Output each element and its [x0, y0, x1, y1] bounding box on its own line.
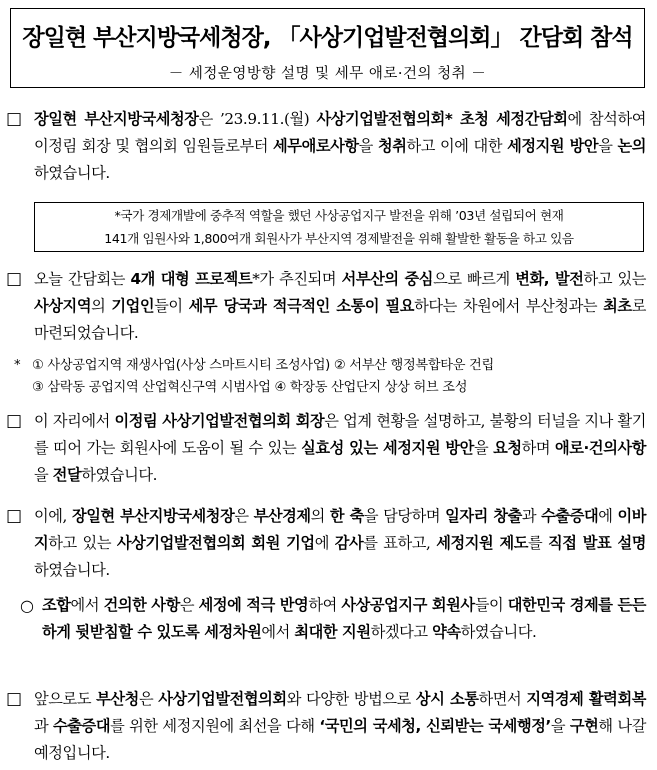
square-bullet-icon: □ [6, 411, 22, 431]
square-bullet-icon: □ [6, 269, 22, 289]
project-footnote-line-1: ① 사상공업지역 재생사업(사상 스마트시티 조성사업) ② 서부산 행정복합타운 건립 [32, 358, 494, 373]
paragraph-1 [6, 106, 646, 187]
paragraph-3-text: 이 자리에서 이정림 사상기업발전협의회 회장은 업계 현황을 설명하고, 불황의 터널을 지나 활기를 띠어 가는 회원사에 도움이 될 수 있는 실효성 있는 세정지원 방안을 요청하며 애로·건의사항을 전달하였습니다. [34, 412, 647, 484]
square-bullet-icon: □ [6, 506, 22, 526]
paragraph-2-text: 오늘 간담회는 4개 대형 프로젝트*가 추진되며 서부산의 중심으로 빠르게 변화, 발전하고 있는 사상지역의 기업인들이 세무 당국과 적극적인 소통이 필요하다는 차원에서 부산청과는 최초로 마련되었습니다. [34, 270, 647, 342]
footnote-box [34, 202, 644, 252]
circle-bullet-icon: ○ [20, 596, 34, 615]
project-footnote [14, 355, 644, 399]
header-box [10, 8, 645, 88]
paragraph-4-text: 이에, 장일현 부산지방국세청장은 부산경제의 한 축을 담당하며 일자리 창출과 수출증대에 이바지하고 있는 사상기업발전협의회 회원 기업에 감사를 표하고, 세정지원 제도를 직접 발표 설명하였습니다. [34, 507, 647, 579]
footnote-box-line-1: *국가 경제개발에 중추적 역할을 했던 사상공업지구 발전을 위해 ’03년 설립되어 현재 [114, 208, 564, 223]
paragraph-4 [6, 503, 646, 584]
paragraph-6 [6, 686, 646, 767]
footnote-box-line-2: 141개 임원사와 1,800여개 회원사가 부산지역 경제발전을 위해 활발한 활동을 하고 있음 [104, 231, 574, 246]
square-bullet-icon: □ [6, 109, 22, 129]
paragraph-6-text: 앞으로도 부산청은 사상기업발전협의회와 다양한 방법으로 상시 소통하면서 지역경제 활력회복과 수출증대를 위한 세정지원에 최선을 다해 ‘국민의 국세청, 신뢰받는 국세행정’을 구현해 나갈 예정입니다. [34, 690, 646, 762]
project-footnote-line-2: ③ 삼락동 공업지역 산업혁신구역 시범사업 ④ 학장동 산업단지 상상 허브 조성 [32, 380, 468, 395]
page-subtitle: － 세정운영방향 설명 및 세무 애로·건의 청취 － [168, 66, 487, 82]
page-title: 장일현 부산지방국세청장, 「사상기업발전협의회」 간담회 참석 [22, 25, 633, 51]
paragraph-5-text: 조합에서 건의한 사항은 세정에 적극 반영하여 사상공업지구 회원사들이 대한민국 경제를 든든하게 뒷받침할 수 있도록 세정차원에서 최대한 지원하겠다고 약속하였습니다. [42, 596, 646, 641]
asterisk-icon: * [14, 358, 21, 373]
square-bullet-icon: □ [6, 689, 22, 709]
paragraph-2 [6, 266, 646, 347]
paragraph-3 [6, 408, 646, 489]
paragraph-5 [6, 592, 646, 646]
paragraph-1-text: 장일현 부산지방국세청장은 ’23.9.11.(월) 사상기업발전협의회* 초청 세정간담회에 참석하여 이정림 회장 및 협의회 임원들로부터 세무애로사항을 청취하고 이에 대한 세정지원 방안을 논의하였습니다. [34, 110, 646, 182]
